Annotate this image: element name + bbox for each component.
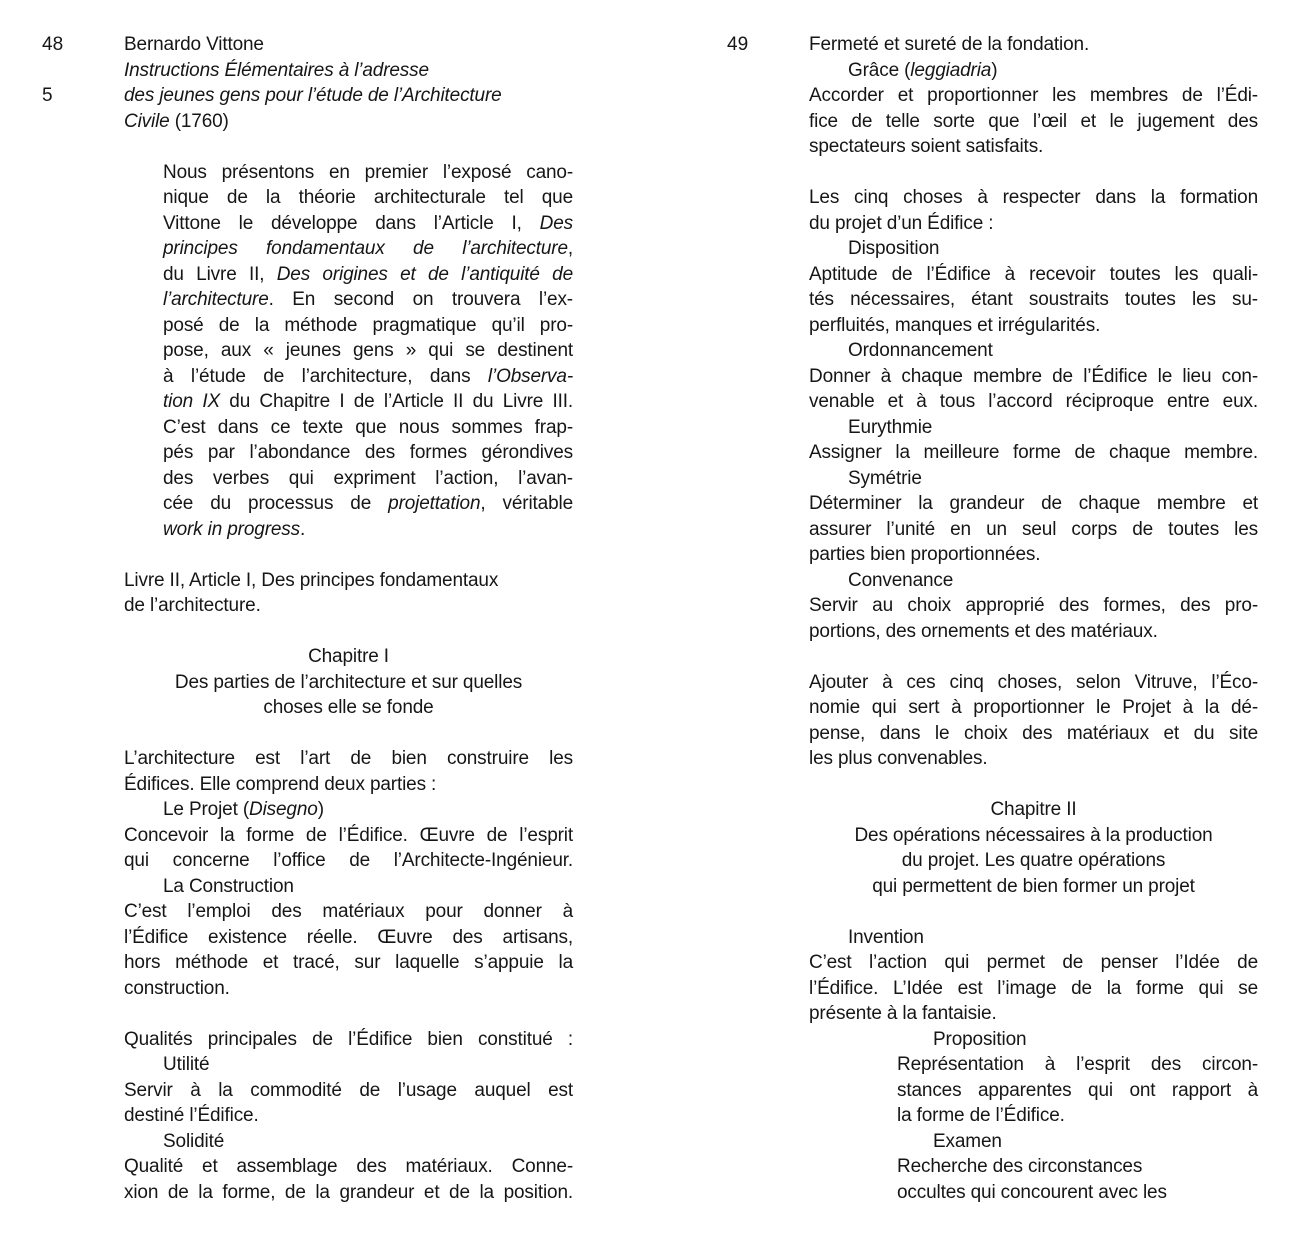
text: perfluités, manques et irrégularités. [809, 314, 1101, 336]
text: Fermeté et sureté de la fondation. [809, 34, 1090, 55]
text: xion de la forme, de la grandeur et de la position. [124, 1181, 573, 1203]
text-line [809, 440, 1258, 466]
text-line [809, 32, 1258, 58]
text: qui permettent de bien former un projet [872, 875, 1195, 897]
text-line [124, 899, 573, 925]
text-line [809, 134, 1258, 160]
italic-text: Des [539, 212, 573, 234]
text: l’Édifice. L’Idée est l’image de la forme qui se [809, 977, 1258, 999]
italic-text: work in progress [163, 518, 300, 540]
text: du Chapitre I de l’Article II du Livre III. [219, 391, 573, 412]
text: présente à la fantaisie. [809, 1003, 997, 1024]
text: la forme de l’Édifice. [897, 1105, 1065, 1126]
text: du projet. Les quatre opérations [901, 850, 1166, 871]
italic-text: leggiadria [910, 59, 992, 81]
text-line [809, 491, 1258, 517]
text: Disposition [848, 238, 940, 259]
text-line [848, 338, 1258, 364]
text-line [163, 517, 573, 543]
text-line [897, 1052, 1258, 1078]
text: à l’étude de l’architecture, dans [163, 365, 488, 387]
text-line [163, 236, 573, 262]
text-line [163, 440, 573, 466]
text: destiné l’Édifice. [124, 1105, 259, 1126]
chapter-heading-line [809, 848, 1258, 874]
text: Concevoir la forme de l’Édifice. Œuvre de l’esprit [124, 824, 573, 846]
text: l’Édifice existence réelle. Œuvre des artisans, [124, 926, 573, 948]
text: stances apparentes qui ont rapport à [897, 1079, 1258, 1101]
text-line [124, 32, 573, 58]
page-number: 48 [42, 34, 64, 55]
text-line [124, 1027, 573, 1053]
text: Chapitre II [990, 799, 1077, 820]
text: nique de la théorie architecturale tel que [163, 187, 573, 208]
text: Utilité [163, 1054, 210, 1075]
text: , [567, 238, 573, 259]
chapter-heading-line [124, 695, 573, 721]
text: du projet d’un Édifice : [809, 212, 994, 234]
text: Proposition [933, 1028, 1027, 1050]
text: construction. [124, 977, 230, 999]
chapter-heading-line [809, 797, 1258, 823]
text: Solidité [163, 1130, 225, 1152]
text-line [809, 721, 1258, 747]
text-line [124, 950, 573, 976]
text-line [848, 925, 1258, 951]
text: Qualités principales de l’Édifice bien constitué : [124, 1028, 573, 1050]
text: choses elle se fonde [263, 697, 434, 718]
text-line [809, 670, 1258, 696]
text-line [809, 593, 1258, 619]
text: Livre II, Article I, Des principes fondamentaux [124, 569, 499, 591]
text: pose, aux « jeunes gens » qui se destinent [163, 340, 573, 361]
text-line [809, 976, 1258, 1002]
text-line [163, 1129, 573, 1155]
text: pés par l’abondance des formes gérondives [163, 442, 573, 463]
text-line [124, 1154, 573, 1180]
text: parties bien proportionnées. [809, 544, 1041, 565]
text-line [163, 185, 573, 211]
text-line [124, 1180, 573, 1206]
text-line [124, 58, 573, 84]
text-line [163, 262, 573, 288]
italic-text: tion IX [163, 391, 220, 412]
text: C’est l’action qui permet de penser l’Idée de [809, 952, 1258, 973]
text-line [124, 1078, 573, 1104]
text: La Construction [163, 875, 294, 897]
text: Le Projet ( [163, 799, 250, 820]
text-line [124, 593, 573, 619]
text: fice de telle sorte que l’œil et le jugement des [809, 110, 1258, 132]
text-line [124, 109, 573, 135]
text: occultes qui concourent avec les [897, 1181, 1167, 1203]
text-line [848, 236, 1258, 262]
text-line [124, 925, 573, 951]
text: Aptitude de l’Édifice à recevoir toutes les quali- [809, 263, 1258, 285]
text-line [809, 262, 1258, 288]
text: Édifices. Elle comprend deux parties : [124, 773, 437, 795]
text: Invention [848, 926, 924, 948]
text: de l’architecture. [124, 595, 261, 616]
page-number: 49 [727, 34, 749, 55]
text-line [809, 517, 1258, 543]
text-line [809, 287, 1258, 313]
text: Convenance [848, 569, 954, 591]
text: assurer l’unité en un seul corps de toutes les [809, 518, 1258, 540]
text: Examen [933, 1130, 1002, 1152]
text-line [809, 185, 1258, 211]
italic-text: Civile [124, 110, 170, 132]
text: Symétrie [848, 467, 922, 489]
text-line [124, 1103, 573, 1129]
text: Donner à chaque membre de l’Édifice le lieu con- [809, 365, 1258, 387]
text: spectateurs soient satisfaits. [809, 136, 1044, 157]
text-line [848, 58, 1258, 84]
text-line [897, 1078, 1258, 1104]
text-line [897, 1154, 1258, 1180]
text: C’est l’emploi des matériaux pour donner à [124, 901, 573, 922]
text-line [163, 211, 573, 237]
text: Servir à la commodité de l’usage auquel est [124, 1079, 573, 1101]
text-line [163, 874, 573, 900]
text: Qualité et assemblage des matériaux. Conne- [124, 1156, 573, 1177]
text-line [124, 746, 573, 772]
italic-text: Instructions Élémentaires à l’adresse [124, 59, 429, 81]
text-line [124, 568, 573, 594]
text: du Livre II, [163, 263, 277, 285]
italic-text: des jeunes gens pour l’étude de l’Architecture [124, 85, 502, 106]
text-line [124, 848, 573, 874]
text: C’est dans ce texte que nous sommes frap- [163, 416, 573, 438]
text: les plus convenables. [809, 748, 988, 769]
text: Grâce ( [848, 59, 911, 81]
text-line [163, 389, 573, 415]
text-line [163, 160, 573, 186]
line-number-marker: 5 [42, 85, 53, 106]
text-line [809, 83, 1258, 109]
text: Déterminer la grandeur de chaque membre et [809, 493, 1258, 514]
text: Représentation à l’esprit des circon- [897, 1054, 1258, 1075]
text-line [124, 823, 573, 849]
text-line [933, 1027, 1258, 1053]
text-line [809, 746, 1258, 772]
text: cée du processus de [163, 493, 389, 514]
italic-text: l’Observa- [487, 365, 573, 387]
text: . En second on trouvera l’ex- [268, 289, 573, 310]
text-line [163, 364, 573, 390]
text: . [299, 518, 306, 540]
text-line [163, 466, 573, 492]
text-line [809, 211, 1258, 237]
text: Recherche des circonstances [897, 1156, 1143, 1177]
text-line [163, 313, 573, 339]
text-line [897, 1180, 1258, 1206]
text: Les cinq choses à respecter dans la formation [809, 187, 1258, 208]
text-line [848, 415, 1258, 441]
text-line [163, 287, 573, 313]
text: Ordonnancement [848, 340, 993, 361]
chapter-heading-line [809, 874, 1258, 900]
text: Vittone le développe dans l’Article I, [163, 212, 540, 234]
text: des verbes qui expriment l’action, l’avan- [163, 467, 573, 489]
text: , véritable [480, 493, 573, 514]
text-line [809, 695, 1258, 721]
text-line [124, 772, 573, 798]
text: ) [317, 799, 324, 820]
italic-text: Des origines et de l’antiquité de [276, 263, 573, 285]
text-line [809, 950, 1258, 976]
text: Bernardo Vittone [124, 34, 264, 55]
text: Chapitre I [308, 646, 389, 667]
text: tés nécessaires, étant soustraits toutes les su- [809, 289, 1258, 310]
text-line [809, 542, 1258, 568]
text-line [809, 313, 1258, 339]
text: L’architecture est l’art de bien construire les [124, 748, 573, 769]
text: qui concerne l’office de l’Architecte-Ingénieur. [124, 850, 573, 871]
text-line [163, 1052, 573, 1078]
text-line [124, 976, 573, 1002]
text: Assigner la meilleure forme de chaque membre. [809, 442, 1258, 463]
text-line [163, 415, 573, 441]
text-line [163, 797, 573, 823]
text-line [933, 1129, 1258, 1155]
text: pense, dans le choix des matériaux et du site [809, 722, 1258, 744]
text: posé de la méthode pragmatique qu’il pro- [163, 314, 573, 336]
right-page [650, 0, 1299, 1240]
text: Eurythmie [848, 416, 933, 438]
text-line [809, 364, 1258, 390]
chapter-heading-line [124, 644, 573, 670]
text: Servir au choix approprié des formes, des pro- [809, 595, 1258, 616]
text: venable et à tous l’accord réciproque entre eux. [809, 391, 1258, 412]
text-line [809, 389, 1258, 415]
text: (1760) [169, 110, 229, 132]
text-line [163, 338, 573, 364]
text: Ajouter à ces cinq choses, selon Vitruve, l’Éco- [809, 671, 1258, 693]
text-line [897, 1103, 1258, 1129]
text: hors méthode et tracé, sur laquelle s’appuie la [124, 952, 573, 973]
text-line [163, 491, 573, 517]
text: Accorder et proportionner les membres de l’Édi- [809, 85, 1258, 106]
text-line [809, 1001, 1258, 1027]
italic-text: projettation [388, 493, 481, 514]
chapter-heading-line [809, 823, 1258, 849]
italic-text: Disegno [249, 799, 318, 820]
text-line [124, 83, 573, 109]
text-line [809, 619, 1258, 645]
chapter-heading-line [124, 670, 573, 696]
italic-text: principes fondamentaux de l’architecture [163, 238, 568, 259]
text: ) [991, 59, 998, 81]
text-line [848, 568, 1258, 594]
text: Nous présentons en premier l’exposé cano- [163, 161, 573, 183]
italic-text: l’architecture [163, 289, 269, 310]
text: nomie qui sert à proportionner le Projet à la dé- [809, 697, 1258, 718]
text-line [809, 109, 1258, 135]
text: portions, des ornements et des matériaux. [809, 620, 1158, 642]
text: Des opérations nécessaires à la production [854, 824, 1213, 846]
text: Des parties de l’architecture et sur quelles [174, 671, 523, 693]
text-line [848, 466, 1258, 492]
